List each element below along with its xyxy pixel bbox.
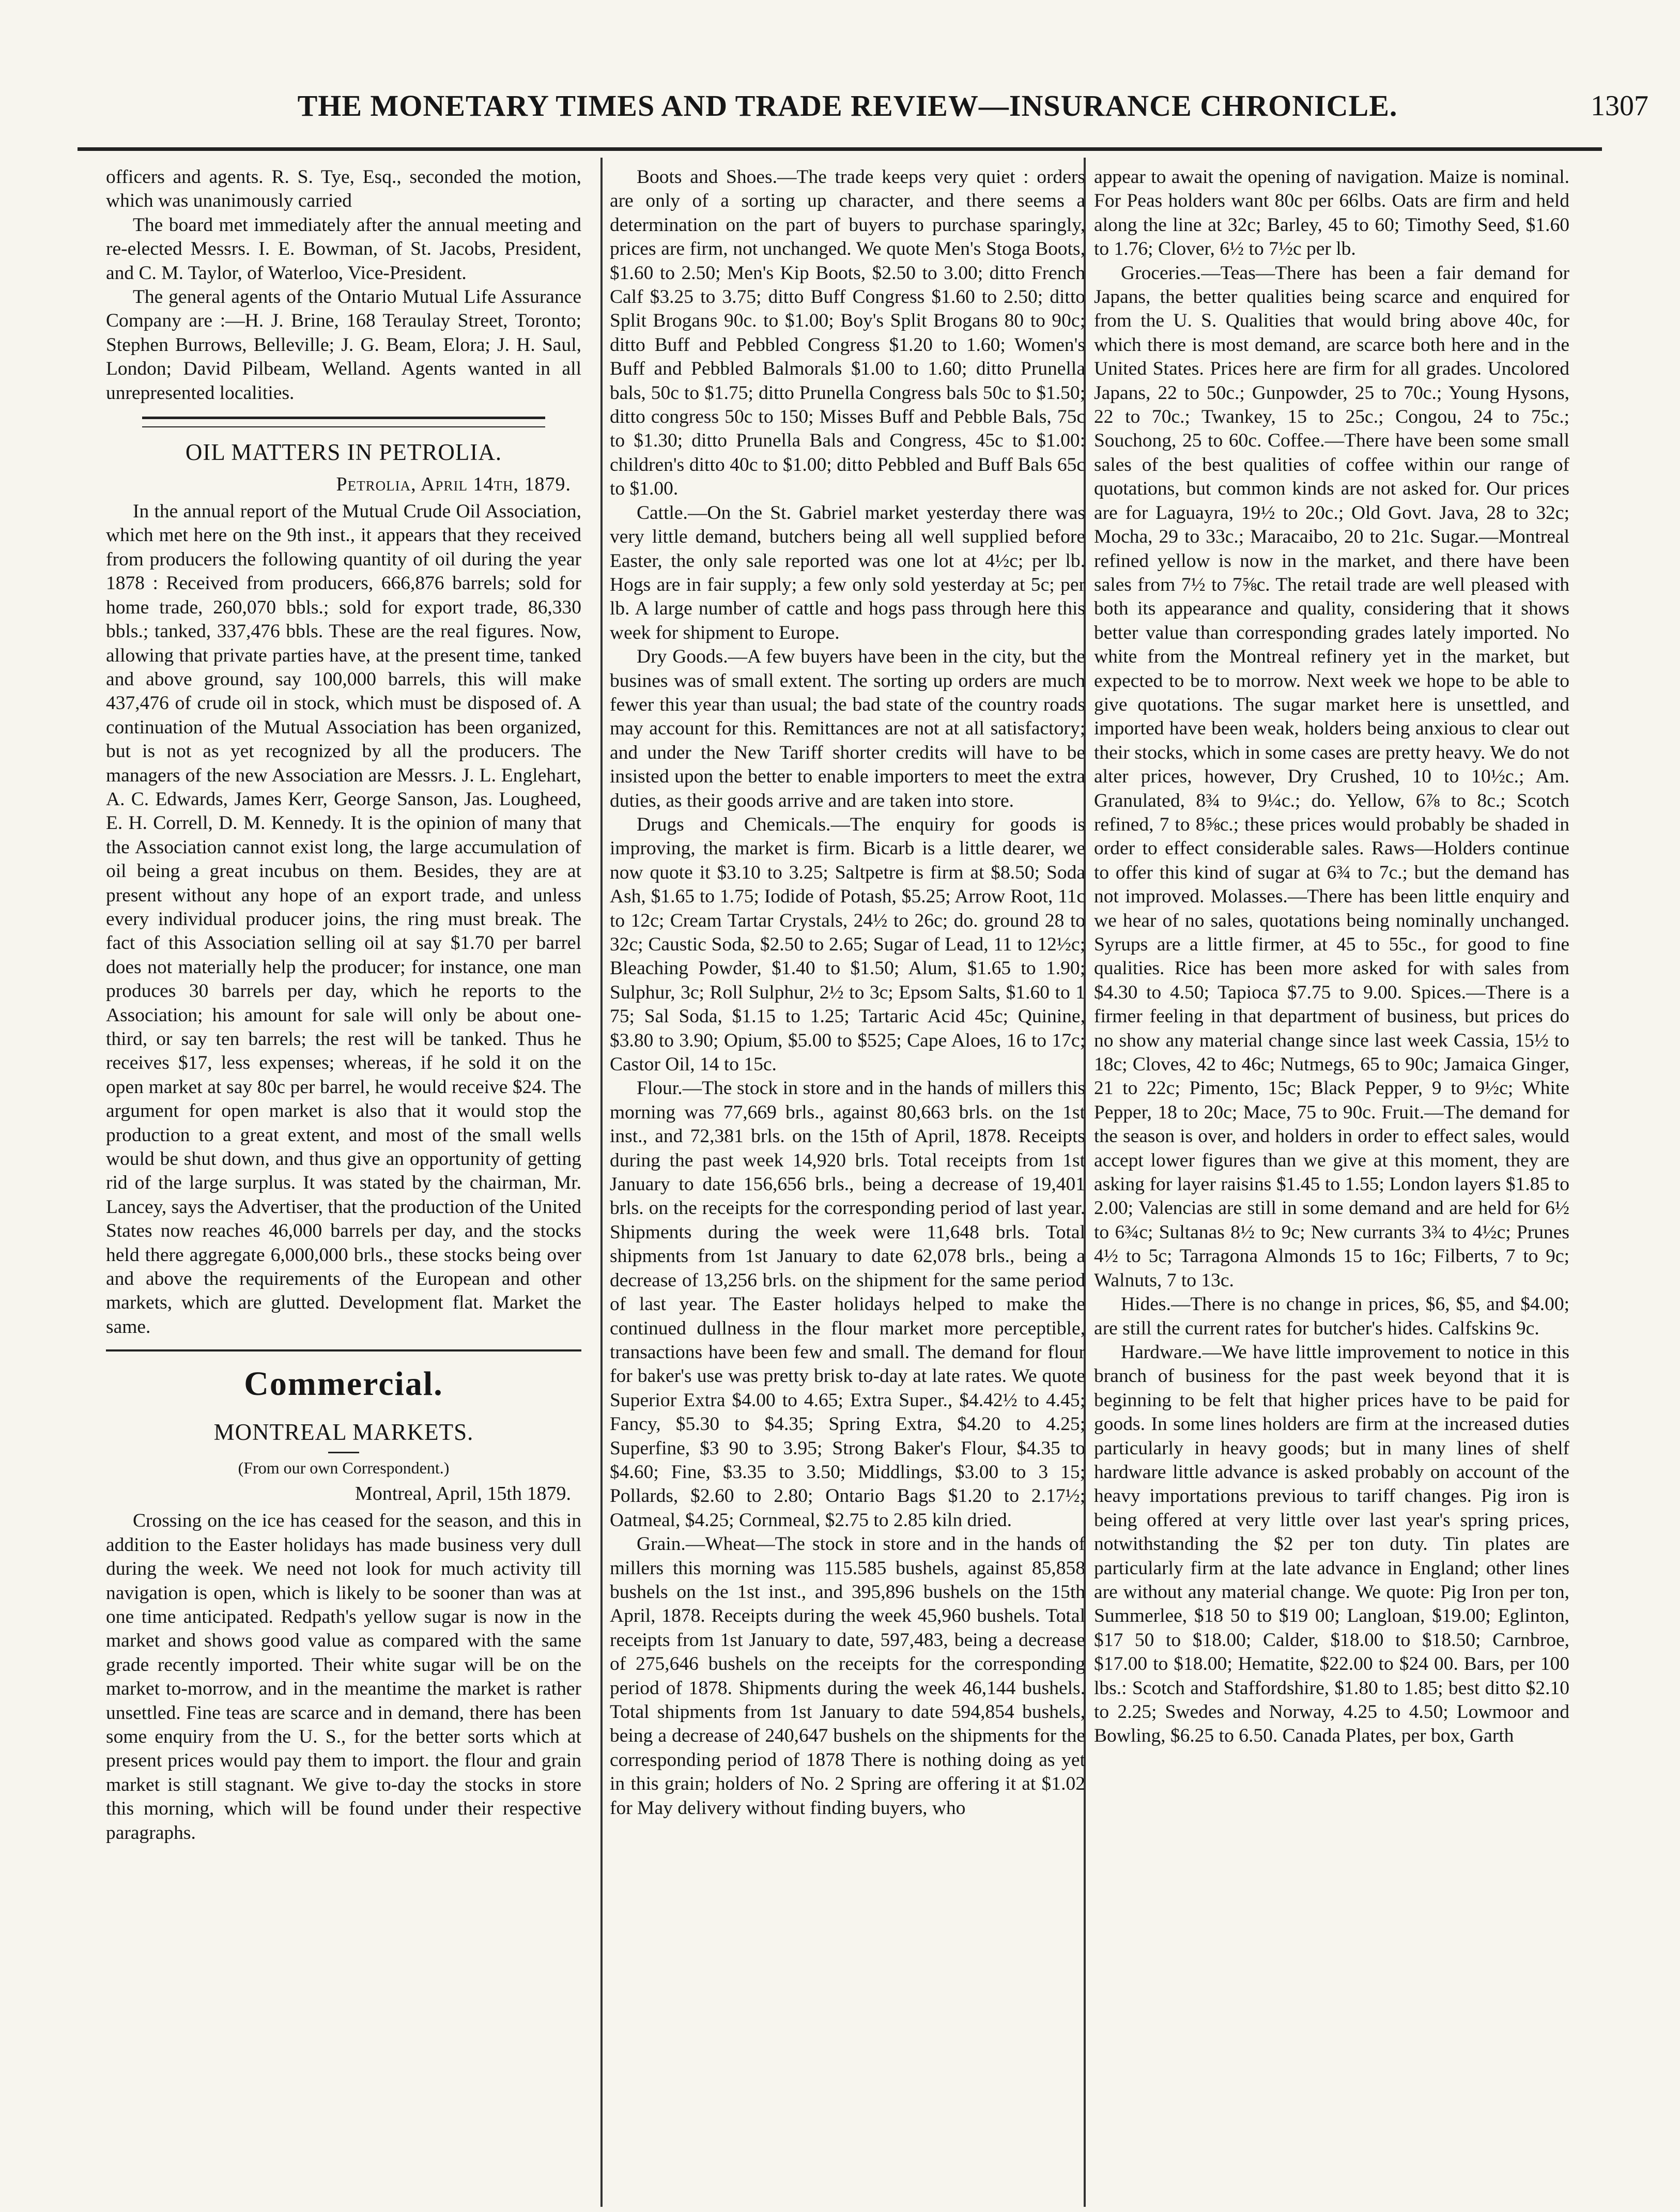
column-3 xyxy=(1094,165,1569,2202)
grain-paragraph: Grain.—Wheat—The stock in store and in the hands of millers this morning was 115.585 bushels, against 85,858 bushels on the 1st inst., and 395,896 bushels on the 15th April, 1878. Receipts during the week 45,960 bushels. Total receipts from 1st January to date, 597,483, being a decrease of 275,646 bushels on the receipts for the corresponding period of 1878. Shipments during the week 46,144 bushels. Total shipments from 1st January to date 594,854 bushels, being a decrease of 240,647 bushels on the shipments for the corresponding period of 1878 There is nothing doing as yet in this grain; holders of No. 2 Spring are offering it at $1.02 for May delivery without finding buyers, who xyxy=(610,1533,1085,1819)
hides-paragraph: Hides.—There is no change in prices, $6, $5, and $4.00; are still the current rates for butcher's hides. Calfskins 9c. xyxy=(1094,1294,1569,1339)
section-rule-commercial xyxy=(106,1349,581,1351)
montreal-markets-article: Crossing on the ice has ceased for the season, and this in addition to the Easter holidays has made business very dull during the week. We need not look for much activity till navigation is open, which is likely to be sooner than was at one time anticipated. Redpath's yellow sugar is now in the market and shows good value as compared with the same grade recently imported. Their white sugar will be on the market to-morrow, and in the meantime the market is rather unsettled. Fine teas are scarce and in demand, there has been some enquiry from the U. S., for the better sorts which at present prices would pay them to import. the flour and grain market is still stagnant. We give to-day the stocks in store this morning, which will be found under their respective paragraphs. xyxy=(106,1510,581,1844)
paragraph-board: The board met immediately after the annual meeting and re-elected Messrs. I. E. Bowman, of St. Jacobs, President, and C. M. Taylor, of Waterloo, Vice-President. xyxy=(106,214,581,284)
column-1 xyxy=(106,165,581,2202)
page-number: 1307 xyxy=(1591,90,1648,122)
petrolia-dateline: Petrolia, April 14th, 1879. xyxy=(336,473,571,496)
hardware-paragraph: Hardware.—We have little improvement to notice in this branch of business for the past week beyond that it is beginning to be felt that higher prices have to be paid for goods. In some lines holders are firm at the increased duties particularly in heavy goods; but in many lines of shelf hardware little advance is asked probably on account of the heavy importations previous to tariff changes. Pig iron is being offered at very little over last year's spring prices, notwithstanding the $2 per ton duty. Tin plates are particularly firm at the late advance in England; other lines are without any material change. We quote: Pig Iron per ton, Summerlee, $18 50 to $19 00; Langloan, $19.00; Eglinton, $17 50 to $18.00; Calder, $18.00 to $18.50; Carnbroe, $17.00 to $18.00; Hematite, $22.00 to $24 00. Bars, per 100 lbs.: Scotch and Staffordshire, $1.80 to 1.85; best ditto $2.10 to 2.25; Swedes and Norway, 4.25 to 4.50; Lowmoor and Bowling, $6.25 to 6.50. Canada Plates, per box, Garth xyxy=(1094,1341,1569,1747)
paragraph-agents: The general agents of the Ontario Mutual Life Assurance Company are :—H. J. Brine, 168 Teraulay Street, Toronto; Stephen Burrows, Belleville; J. G. Beam, Elora; J. H. Saul, London; David Pilbeam, Welland. Agents wanted in all unrepresented localities. xyxy=(106,286,581,404)
cattle-paragraph: Cattle.—On the St. Gabriel market yesterday there was very little demand, butchers being all well supplied before Easter, the only sale reported was one lot at 4½c; per lb. Hogs are in fair supply; a few only sold yesterday at 5c; per lb. A large number of cattle and hogs pass through here this week for shipment to Europe. xyxy=(610,502,1085,643)
boots-and-shoes-paragraph: Boots and Shoes.—The trade keeps very quiet : orders are only of a sorting up character, and there seems a determination on the part of buyers to purchase sparingly, prices are firm, not unchanged. We quote Men's Stoga Boots, $1.60 to 2.50; Men's Kip Boots, $2.50 to 3.00; ditto French Calf $3.25 to 3.75; ditto Buff Congress $1.60 to 2.50; ditto Split Brogans 90c. to $1.00; Boy's Split Brogans 80 to 90c; ditto Buff and Pebbled Congress $1.20 to 1.60; Women's Buff and Pebbled Balmorals $1.00 to 1.60; ditto Prunella bals, 50c to $1.75; ditto Prunella Congress bals 50c to $1.50; ditto congress 50c to 150; Misses Buff and Pebble Bals, 75c to $1.30; ditto Prunella Bals and Congress, 45c to $1.00: children's ditto 40c to $1.00; ditto Pebbled and Buff Bals 65c to $1.00. xyxy=(610,166,1085,500)
drugs-and-chemicals-paragraph: Drugs and Chemicals.—The enquiry for goods is improving, the market is firm. Bicarb is a little dearer, we now quote it $3.10 to 3.25; Saltpetre is firm at $8.50; Soda Ash, $1.65 to 1.75; Iodide of Potash, $5.25; Arrow Root, 11c to 12c; Cream Tartar Crystals, 24½ to 26c; do. ground 28 to 32c; Caustic Soda, $2.50 to 2.65; Sugar of Lead, 11 to 12½c; Bleaching Powder, $1.40 to $1.50; Alum, $1.65 to 1.90; Sulphur, 3c; Roll Sulphur, 2½ to 3c; Epsom Salts, $1.60 to 1 75; Sal Soda, $1.15 to 1.25; Tartaric Acid 45c; Quinine, $3.80 to 3.90; Opium, $5.00 to $525; Cape Aloes, 16 to 17c; Castor Oil, 14 to 15c. xyxy=(610,813,1085,1076)
montreal-dateline: Montreal, April, 15th 1879. xyxy=(355,1483,571,1505)
masthead-title: THE MONETARY TIMES AND TRADE REVIEW—INSURANCE CHRONICLE. xyxy=(297,89,1398,122)
paragraph-officers: officers and agents. R. S. Tye, Esq., seconded the motion, which was unanimously carried xyxy=(106,166,581,212)
dry-goods-paragraph: Dry Goods.—A few buyers have been in the city, but the busines was of small extent. The sorting up orders are much fewer this year than usual; the bad state of the country roads may account for this. Remittances are not at all satisfactory; and under the New Tariff shorter credits will have to be insisted upon the better to enable importers to meet the extra duties, as their goods arrive and are taken into store. xyxy=(610,646,1085,811)
correspondent-note: (From our own Correspondent.) xyxy=(238,1458,450,1478)
column-divider-left xyxy=(600,158,603,2207)
section-rule xyxy=(142,417,545,427)
oil-matters-heading: OIL MATTERS IN PETROLIA. xyxy=(185,439,502,466)
oil-matters-article: In the annual report of the Mutual Crude Oil Association, which met here on the 9th inst., it appears that they received from producers the following quantity of oil during the year 1878 : Received from producers, 666,876 barrels; sold for home trade, 260,070 bbls.; sold for export trade, 86,330 bbls.; tanked, 337,476 bbls. These are the real figures. Now, allowing that private parties have, at the present time, tanked and above ground, say 100,000 barrels, this will make 437,476 of crude oil in stock, which must be disposed of. A continuation of the Mutual Association has been organized, but is not as yet recognized by all the producers. The managers of the new Association are Messrs. J. L. Englehart, A. C. Edwards, James Kerr, George Sanson, Jas. Lougheed, E. H. Correll, D. M. Kennedy. It is the opinion of many that the Association cannot exist long, the large accumulation of oil being a great incubus on them. Besides, they are at present without any hope of an export trade, and unless every individual producer joins, the ring must break. The fact of this Association selling oil at say $1.70 per barrel does not materially help the producer; for instance, one man produces 30 barrels per day, which he reports to the Association; his amount for sale will only be about one-third, or say ten barrels; the rest will be tanked. Thus he receives $17, less expenses; whereas, if he sold it on the open market at say 80c per barrel, he would receive $24. The argument for open market is also that it would stop the production to a great extent, and most of the small wells would be shut down, and thus give an opportunity of getting rid of the large surplus. It was stated by the chairman, Mr. Lancey, says the Advertiser, that the production of the United States now reaches 46,000 barrels per day, and the stocks held there aggregate 6,000,000 brls., these stocks being over and above the requirements of the European and other markets, which are glutted. Development flat. Market the same. xyxy=(106,501,581,1338)
masthead-rule xyxy=(78,147,1602,151)
commercial-heading: Commercial. xyxy=(244,1365,443,1403)
flour-paragraph: Flour.—The stock in store and in the hands of millers this morning was 77,669 brls., against 80,663 brls. on the 1st inst., and 72,381 brls. on the 15th of April, 1878. Receipts during the past week 14,920 brls. Total receipts from 1st January to date 156,656 brls., being a decrease of 19,401 brls. on the receipts for the corresponding period of last year. Shipments during the week were 11,648 brls. Total shipments from 1st January to date 62,078 brls., being a decrease of 13,256 brls. on the shipment for the same period of last year. The Easter holidays helped to make the continued dullness in the flour market more perceptible, transactions have been few and small. The demand for flour for baker's use was pretty brisk to-day at late rates. We quote Superior Extra $4.00 to 4.65; Extra Super., $4.42½ to 4.45; Fancy, $5.30 to $4.35; Spring Extra, $4.20 to 4.25; Superfine, $3 90 to 3.95; Strong Baker's Flour, $4.35 to $4.60; Fine, $3.35 to 3.50; Middlings, $3.00 to 3 15; Pollards, $2.60 to 2.80; Ontario Bags $1.20 to 2.17½; Oatmeal, $4.25; Cornmeal, $2.75 to 2.85 kiln dried. xyxy=(610,1078,1085,1531)
groceries-paragraph: Groceries.—Teas—There has been a fair demand for Japans, the better qualities being scarce and enquired for from the U. S. Qualities that would bring above 40c, for which there is most demand, are scarce both here and in the United States. Prices here are firm for all grades. Uncolored Japans, 22 to 50c.; Gunpowder, 25 to 70c.; Young Hysons, 22 to 70c.; Twankey, 15 to 25c.; Congou, 24 to 75c.; Souchong, 25 to 60c. Coffee.—There have been some small sales of the best qualities of coffee within our range of quotations, but common kinds are not asked for. Our prices are for Laguayra, 19½ to 20c.; Old Govt. Java, 28 to 32c; Mocha, 29 to 33c.; Maracaibo, 20 to 21c. Sugar.—Montreal refined yellow is now in the market, and there have been sales from 7½ to 7⅝c. The retail trade are well pleased with both its appearance and quality, considering that it shows better value than corresponding grades lately imported. No white from the Montreal refinery yet in the market, but expected to be to morrow. Next week we hope to be able to give quotations. The sugar market here is unsettled, and imported have been weak, holders being anxious to clear out their stocks, which in some cases are pretty heavy. We do not alter prices, however, Dry Crushed, 10 to 10½c.; Am. Granulated, 8¾ to 9¼c.; do. Yellow, 6⅞ to 8c.; Scotch refined, 7 to 8⅝c.; these prices would probably be shaded in order to effect considerable sales. Raws—Holders continue to offer this kind of sugar at 6¾ to 7c.; but the demand has not improved. Molasses.—There has been little enquiry and we hear of no sales, quotations being nominally unchanged. Syrups are a little firmer, at 45 to 55c., for good to fine qualities. Rice has been more asked for with sales from $4.30 to 4.50; Tapioca $7.75 to 9.00. Spices.—There is a firmer feeling in that department of business, but prices do no show any material change since last week Cassia, 15½ to 18c; Cloves, 42 to 46c; Nutmegs, 65 to 90c; Jamaica Ginger, 21 to 22c; Pimento, 15c; Black Pepper, 9 to 9½c; White Pepper, 18 to 20c; Mace, 75 to 90c. Fruit.—The demand for the season is over, and holders in order to effect sales, would accept lower figures than we give at this moment, they are asking for layer raisins $1.45 to 1.55; London layers $1.85 to 2.00; Valencias are still in some demand and are held for 6½ to 6¾c; Sultanas 8½ to 9c; New currants 3¾ to 4½c; Prunes 4½ to 5c; Tarragona Almonds 15 to 16c; Filberts, 7 to 9c; Walnuts, 7 to 13c. xyxy=(1094,262,1569,1291)
montreal-markets-heading: MONTREAL MARKETS. xyxy=(213,1419,474,1446)
heading-dash xyxy=(328,1452,359,1453)
column-2 xyxy=(610,165,1085,2202)
grain-continued-paragraph: appear to await the opening of navigation. Maize is nominal. For Peas holders want 80c per 66lbs. Oats are firm and held along the line at 32c; Barley, 45 to 60; Timothy Seed, $1.60 to 1.76; Clover, 6½ to 7½c per lb. xyxy=(1094,166,1569,260)
